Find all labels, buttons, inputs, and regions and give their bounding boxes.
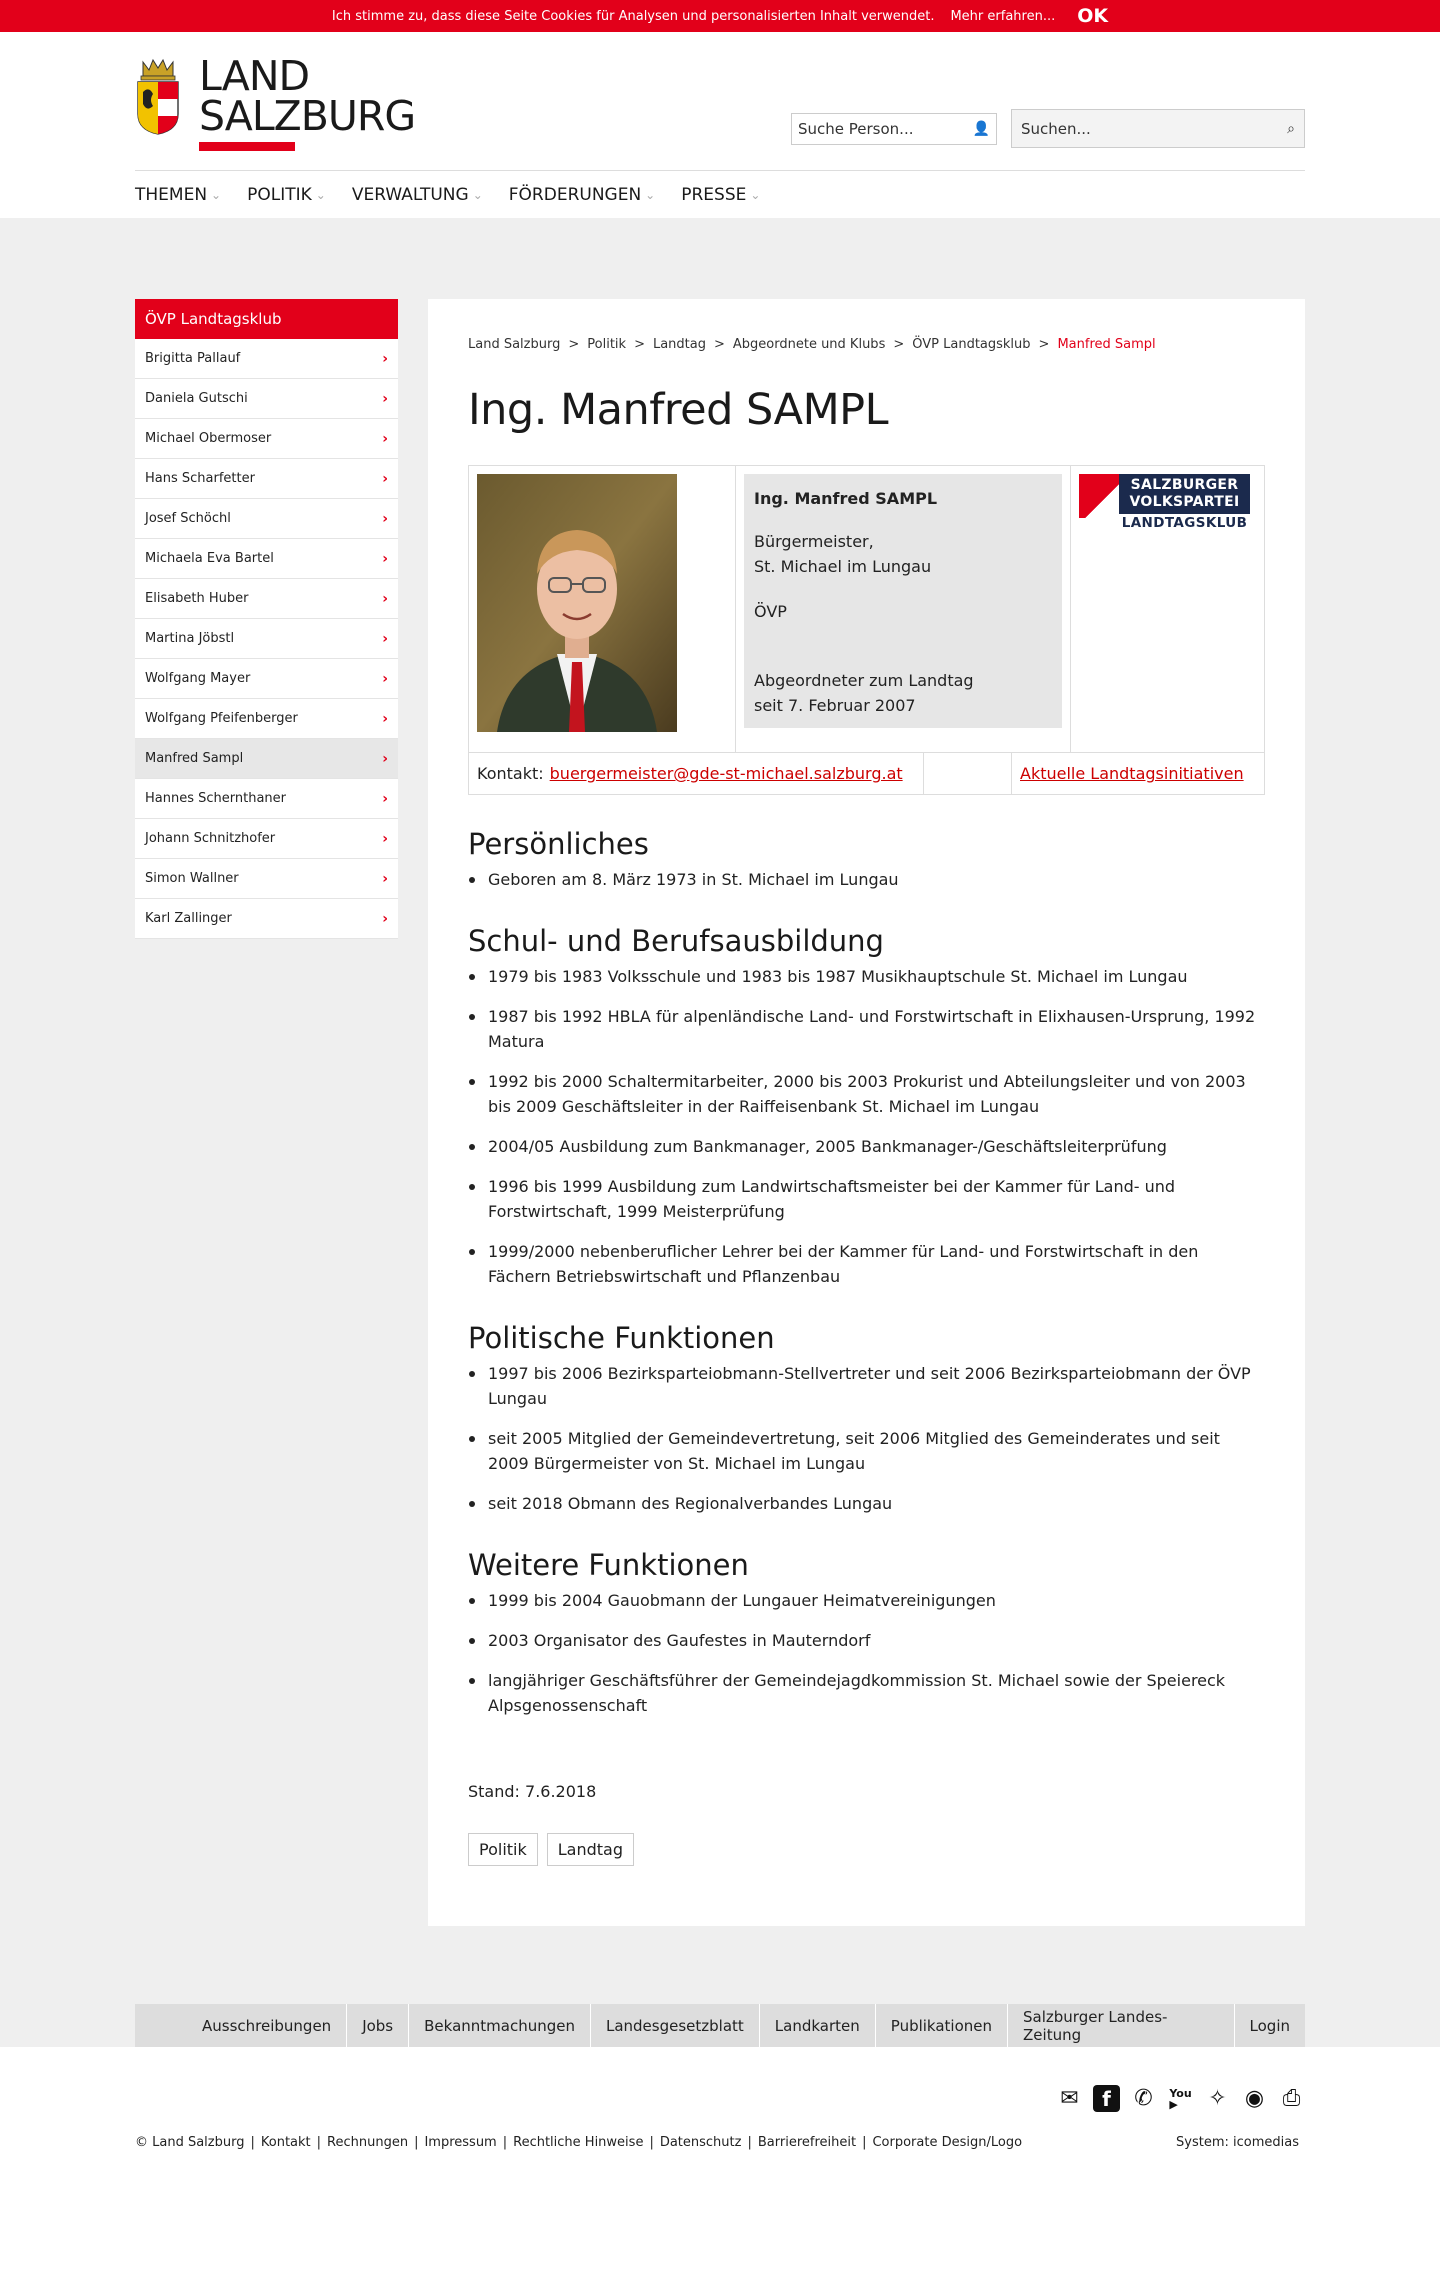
sidebar-item[interactable] [135, 579, 398, 619]
chevron-right-icon: › [382, 470, 388, 487]
chevron-right-icon: › [382, 550, 388, 567]
youtube-icon[interactable]: You ▶ [1169, 2086, 1192, 2111]
sidebar-item[interactable] [135, 739, 398, 779]
list-item: 2003 Organisator des Gaufestes in Mauterndorf [468, 1628, 1265, 1653]
sidebar-item-label: Karl Zallinger [145, 911, 232, 926]
logo-underline [199, 142, 295, 151]
chevron-right-icon: › [382, 590, 388, 607]
sidebar-item[interactable] [135, 379, 398, 419]
party-logo-mark [1079, 474, 1119, 518]
nav-politik[interactable]: POLITIK ⌄ [247, 184, 326, 205]
footer-nav-item[interactable]: Login [1249, 2016, 1290, 2035]
initiatives-cell [1012, 753, 1264, 794]
tag-list [468, 1833, 1265, 1866]
nav-foerderungen[interactable]: FÖRDERUNGEN ⌄ [508, 184, 656, 205]
breadcrumb [468, 337, 1265, 352]
main-nav [135, 170, 1305, 218]
legal-links [135, 2135, 1022, 2150]
chevron-right-icon: › [382, 670, 388, 687]
coat-of-arms-icon [135, 56, 181, 136]
system-credit: System: icomedias [1176, 2135, 1299, 2150]
section-list [468, 1588, 1265, 1718]
tag-landtag[interactable]: Landtag [547, 1833, 634, 1866]
legal-link[interactable]: Corporate Design/Logo [872, 2135, 1023, 2150]
sidebar-item-label: Wolfgang Pfeifenberger [145, 711, 298, 726]
footer-nav-item[interactable]: Landesgesetzblatt [591, 2004, 760, 2047]
sidebar-item-label: Martina Jöbstl [145, 631, 235, 646]
sidebar-item-label: Daniela Gutschi [145, 391, 248, 406]
legal-separator: | [862, 2135, 867, 2150]
sidebar-list [135, 339, 398, 939]
section-list [468, 964, 1265, 1289]
section-heading: Weitere Funktionen [468, 1548, 749, 1582]
list-item: seit 2005 Mitglied der Gemeindevertretung, seit 2006 Mitglied des Gemeinderates und seit 2009 Bürgermeister von St. Michael im Lungau [468, 1426, 1265, 1476]
person-search-input[interactable] [791, 113, 997, 145]
legal-link[interactable]: Rechnungen [327, 2135, 409, 2150]
legal-separator: | [414, 2135, 419, 2150]
sidebar-item-label: Simon Wallner [145, 871, 239, 886]
breadcrumb-separator: > [1038, 337, 1050, 352]
info-cell [736, 466, 1071, 752]
list-item: 1992 bis 2000 Schaltermitarbeiter, 2000 bis 2003 Prokurist und Abteilungsleiter und von 2003 bis 2009 Geschäftsleiter in der Raiffeisenbank St. Michael im Lungau [468, 1069, 1265, 1119]
chevron-down-icon: ⌄ [315, 187, 326, 202]
chevron-right-icon: › [382, 510, 388, 527]
facebook-icon[interactable]: f [1093, 2085, 1120, 2112]
list-item: seit 2018 Obmann des Regionalverbandes Lungau [468, 1491, 1265, 1516]
legal-link[interactable]: Barrierefreiheit [757, 2135, 857, 2150]
profile-role-2: St. Michael im Lungau [754, 557, 932, 576]
legal-link[interactable]: Impressum [424, 2135, 497, 2150]
sidebar-item-label: Josef Schöchl [145, 511, 231, 526]
sidebar-item-label: Wolfgang Mayer [145, 671, 251, 686]
list-item: 1997 bis 2006 Bezirksparteiobmann-Stellvertreter und seit 2006 Bezirksparteiobmann der ÖVP Lungau [468, 1361, 1265, 1411]
mail-icon[interactable]: ✉ [1060, 2086, 1079, 2111]
breadcrumb-link[interactable]: Abgeordnete und Klubs [732, 337, 886, 352]
legal-separator: | [250, 2135, 255, 2150]
chevron-down-icon: ⌄ [750, 187, 761, 202]
breadcrumb-separator: > [568, 337, 580, 352]
profile-name: Ing. Manfred SAMPL [754, 489, 938, 508]
profile-card [468, 465, 1265, 795]
page-title: Ing. Manfred SAMPL [468, 385, 889, 435]
party-logo-name: SALZBURGER VOLKSPARTEI [1119, 474, 1250, 514]
search-icon[interactable]: ⌕ [1287, 120, 1295, 137]
chevron-right-icon: › [382, 910, 388, 927]
profile-party: ÖVP [754, 602, 787, 621]
info-box [744, 474, 1062, 728]
sidebar-item[interactable] [135, 899, 398, 939]
contact-email-link[interactable]: buergermeister@gde-st-michael.salzburg.at [549, 764, 903, 783]
bio-sections [468, 827, 1265, 1718]
stand-date: Stand: 7.6.2018 [468, 1782, 597, 1801]
main-area [0, 218, 1440, 2004]
sidebar-item-label: Elisabeth Huber [145, 591, 249, 606]
breadcrumb-current[interactable]: Manfred Sampl [1057, 337, 1156, 352]
person-icon[interactable]: 👤 [972, 121, 990, 137]
chevron-right-icon: › [382, 630, 388, 647]
site-footer [135, 2047, 1305, 2160]
breadcrumb-link[interactable]: ÖVP Landtagsklub [912, 337, 1031, 352]
list-item: 1999/2000 nebenberuflicher Lehrer bei der Kammer für Land- und Forstwirtschaft in den Fächern Betriebswirtschaft und Pflanzenbau [468, 1239, 1265, 1289]
footer-nav-item[interactable]: Salzburger Landes-Zeitung [1008, 2004, 1235, 2047]
party-logo-sub: LANDTAGSKLUB [1121, 515, 1248, 531]
portrait-photo [477, 474, 677, 732]
sidebar-item[interactable] [135, 419, 398, 459]
cookie-text: Ich stimme zu, dass diese Seite Cookies für Analysen und personalisierten Inhalt verwendet. [331, 8, 935, 24]
tag-politik[interactable]: Politik [468, 1833, 538, 1866]
sidebar-item-label: Michaela Eva Bartel [145, 551, 274, 566]
legal-link[interactable]: Datenschutz [659, 2135, 742, 2150]
footer-nav-item[interactable]: Landkarten [760, 2004, 876, 2047]
site-header [0, 32, 1440, 218]
cookie-bar [0, 0, 1440, 32]
chevron-right-icon: › [382, 350, 388, 367]
breadcrumb-link[interactable]: Landtag [652, 337, 706, 352]
sidebar-item[interactable] [135, 339, 398, 379]
twitter-icon[interactable]: ✧ [1208, 2086, 1227, 2111]
sidebar-title[interactable]: ÖVP Landtagsklub [135, 299, 398, 339]
copyright: © Land Salzburg [135, 2135, 245, 2150]
profile-role-1: Bürgermeister, [754, 532, 874, 551]
list-item: 1987 bis 1992 HBLA für alpenländische Land- und Forstwirtschaft in Elixhausen-Ursprung, 1992 Matura [468, 1004, 1265, 1054]
social-icons [1056, 2085, 1305, 2112]
list-item: 1996 bis 1999 Ausbildung zum Landwirtschaftsmeister bei der Kammer für Land- und Forstwirtschaft, 1999 Meisterprüfung [468, 1174, 1265, 1224]
footer-nav [135, 2004, 1305, 2047]
party-logo [1079, 474, 1256, 531]
nav-themen[interactable]: THEMEN ⌄ [135, 184, 222, 205]
chevron-right-icon: › [382, 790, 388, 807]
footer-nav-item[interactable]: Publikationen [876, 2004, 1008, 2047]
list-item: 1979 bis 1983 Volksschule und 1983 bis 1987 Musikhauptschule St. Michael im Lungau [468, 964, 1265, 989]
section-list [468, 1361, 1265, 1516]
sidebar-item[interactable] [135, 859, 398, 899]
list-item: Geboren am 8. März 1973 in St. Michael im Lungau [468, 867, 1265, 892]
profile-mandate-2: seit 7. Februar 2007 [754, 696, 916, 715]
list-item: 2004/05 Ausbildung zum Bankmanager, 2005 Bankmanager-/Geschäftsleiterprüfung [468, 1134, 1265, 1159]
logo-salzburg: SALZBURG [199, 92, 416, 140]
breadcrumb-link[interactable]: Politik [587, 337, 627, 352]
sidebar-item[interactable] [135, 819, 398, 859]
breadcrumb-link[interactable]: Land Salzburg [468, 337, 561, 352]
sidebar-item-label: Manfred Sampl [145, 751, 244, 766]
legal-separator: | [649, 2135, 654, 2150]
legal-separator: | [316, 2135, 322, 2150]
sidebar-item-label: Hannes Schernthaner [145, 791, 287, 806]
site-search-placeholder: Suchen... [1021, 119, 1091, 138]
section-heading: Politische Funktionen [468, 1321, 775, 1355]
contact-label: Kontakt: [477, 764, 544, 783]
cookie-more-link[interactable]: Mehr erfahren... [950, 8, 1056, 24]
section-list [468, 867, 1265, 892]
sidebar-item-label: Johann Schnitzhofer [145, 831, 276, 846]
sidebar-item[interactable] [135, 619, 398, 659]
chevron-right-icon: › [382, 830, 388, 847]
footer-nav-area [0, 2004, 1440, 2047]
nav-verwaltung[interactable]: VERWALTUNG ⌄ [351, 184, 483, 205]
sidebar-item[interactable] [135, 659, 398, 699]
breadcrumb-separator: > [634, 337, 645, 352]
breadcrumb-separator: > [893, 337, 905, 352]
party-logo-cell [1071, 466, 1264, 752]
chevron-down-icon: ⌄ [211, 187, 222, 202]
sidebar-item[interactable] [135, 779, 398, 819]
photo-cell [469, 466, 736, 752]
sidebar-item[interactable] [135, 499, 398, 539]
initiatives-link[interactable]: Aktuelle Landtagsinitiativen [1020, 764, 1244, 783]
chevron-right-icon: › [382, 430, 388, 447]
legal-link[interactable]: Kontakt [260, 2135, 311, 2150]
chevron-right-icon: › [382, 750, 388, 767]
section-heading: Schul- und Berufsausbildung [468, 924, 884, 958]
legal-link[interactable]: Rechtliche Hinweise [513, 2135, 644, 2150]
profile-mandate-1: Abgeordneter zum Landtag [754, 671, 974, 690]
chevron-down-icon: ⌄ [472, 187, 483, 202]
nav-presse[interactable]: PRESSE ⌄ [681, 184, 761, 205]
footer-nav-item[interactable]: Ausschreibungen [187, 2004, 347, 2047]
sidebar-item[interactable] [135, 539, 398, 579]
content-panel [428, 299, 1305, 1926]
chevron-right-icon: › [382, 390, 388, 407]
sidebar-item-label: Brigitta Pallauf [145, 351, 241, 366]
footer-nav-item[interactable]: Jobs [347, 2004, 409, 2047]
contact-cell [469, 753, 924, 794]
list-item: langjähriger Geschäftsführer der Gemeindejagdkommission St. Michael sowie der Speiereck Alpsgenossenschaft [468, 1668, 1265, 1718]
chevron-down-icon: ⌄ [645, 187, 656, 202]
person-search-placeholder: Suche Person... [798, 120, 914, 138]
sidebar-item-label: Michael Obermoser [145, 431, 272, 446]
footer-nav-item[interactable]: Bekanntmachungen [409, 2004, 591, 2047]
site-search-input[interactable] [1011, 109, 1305, 148]
sidebar [135, 299, 398, 939]
legal-separator: | [747, 2135, 752, 2150]
site-logo[interactable] [135, 52, 416, 151]
chevron-right-icon: › [382, 870, 388, 887]
sidebar-item[interactable] [135, 699, 398, 739]
logo-land: LAND [199, 52, 310, 100]
instagram-icon[interactable]: ◉ [1244, 2086, 1265, 2111]
empty-cell [924, 753, 1012, 794]
section-heading: Persönliches [468, 827, 649, 861]
print-icon[interactable]: ⎙ [1282, 2086, 1301, 2111]
legal-separator: | [502, 2135, 508, 2150]
sidebar-item[interactable] [135, 459, 398, 499]
cookie-ok-button[interactable]: OK [1077, 5, 1109, 27]
sidebar-item-label: Hans Scharfetter [145, 471, 255, 486]
chevron-right-icon: › [382, 710, 388, 727]
whatsapp-icon[interactable]: ✆ [1134, 2086, 1153, 2111]
list-item: 1999 bis 2004 Gauobmann der Lungauer Heimatvereinigungen [468, 1588, 1265, 1613]
breadcrumb-separator: > [713, 337, 725, 352]
